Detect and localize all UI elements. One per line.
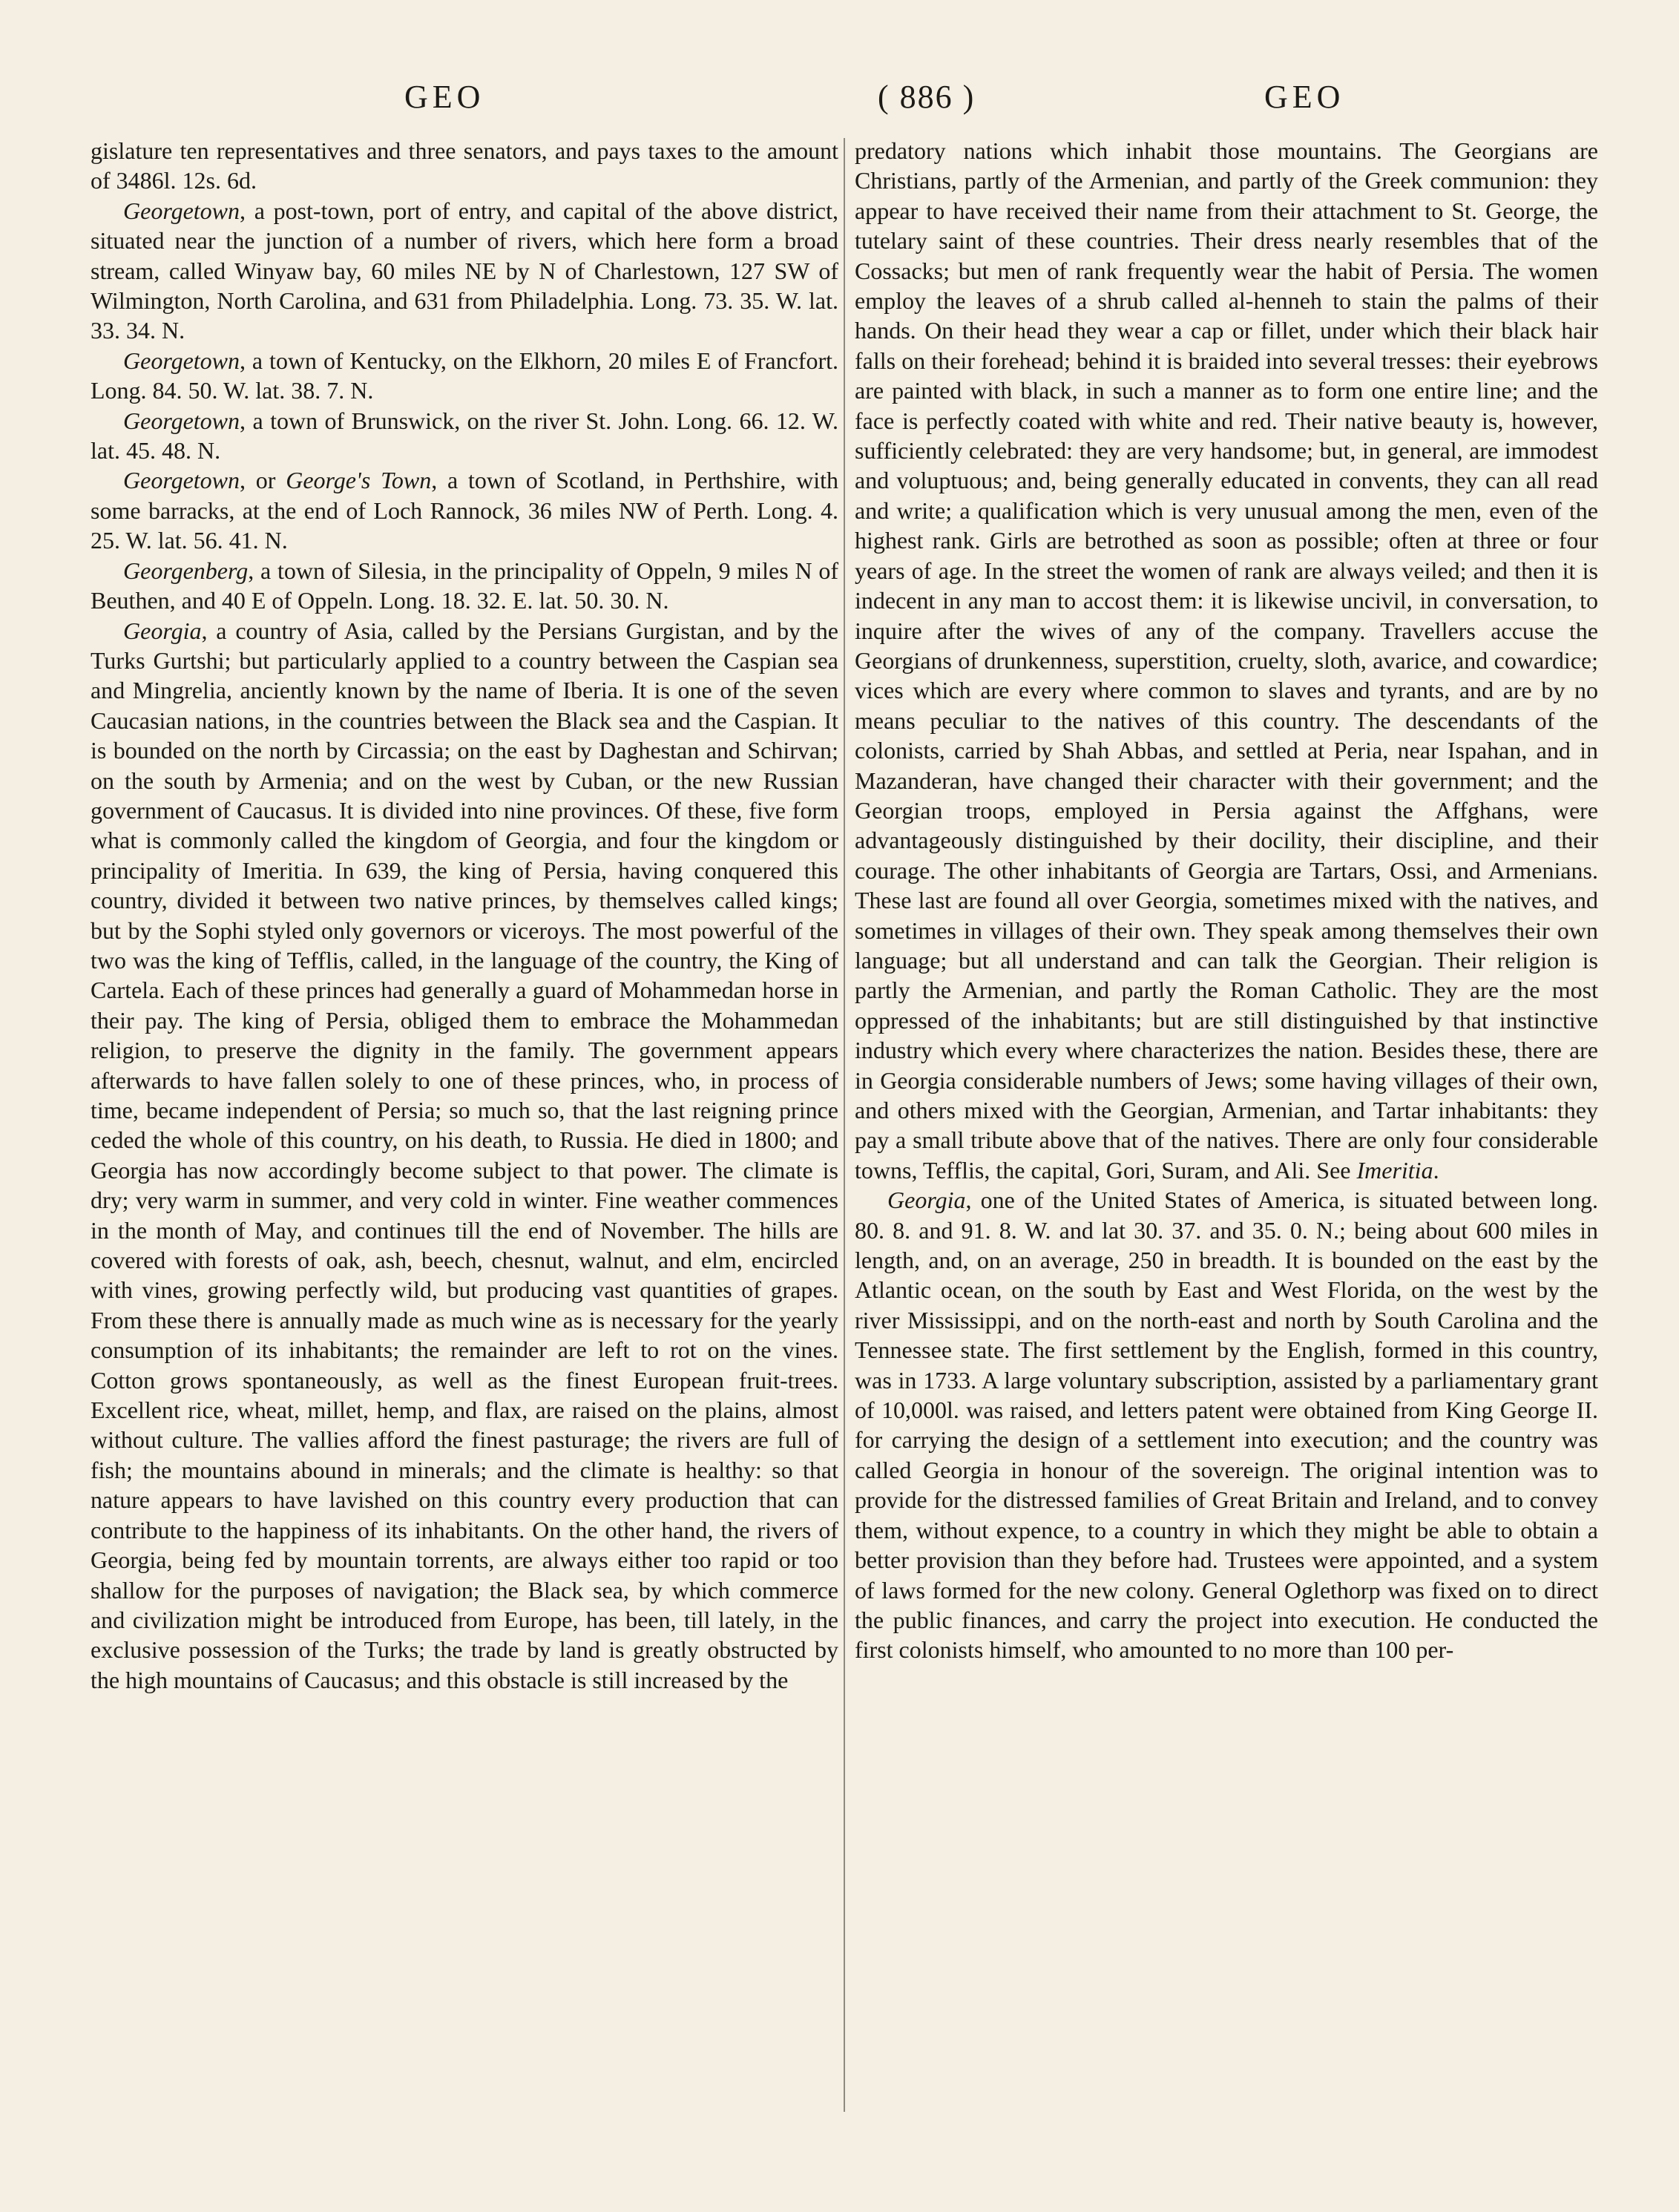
entry-text: , a country of Asia, called by the Persians Gurgistan, and by the Turks Gurtshi; but particularly applied to a country between the Caspian sea and Mingrelia, anciently known by the name of Iberia. It is one of the seven Caucasian nations, in the countries between the Black sea and the Caspian. It is bounded on the north by Circassia; on the east by Daghestan and Schirvan; on the south by Armenia; and on the west by Cuban, or the new Russian government of Caucasus. It is divided into nine provinces. Of these, five form what is commonly called the kingdom of Georgia, and four the kingdom or principality of Imeritia. In 639, the king of Persia, having conquered this country, divided it between two native princes, by themselves called kings; but by the Sophi styled only governors or viceroys. The most powerful of the two was the king of Tefflis, called, in the language of the country, the King of Cartela. Each of these princes had generally a guard of Mohammedan horse in their pay. The king of Persia, obliged them to embrace the Mohammedan religion, to preserve the dignity in the family. The government appears afterwards to have fallen solely to one of these princes, who, in process of time, became independent of Persia; so much so, that the last reigning prince ceded the whole of this country, on his death, to Russia. He died in 1800; and Georgia has now accordingly become subject to that power. The climate is dry; very warm in summer, and very cold in winter. Fine weather commences in the month of May, and continues till the end of November. The hills are covered with forests of oak, ash, beech, chesnut, walnut, and elm, encircled with vines, growing perfectly wild, but producing vast quantities of grapes. From these there is annually made as much wine as is necessary for the yearly consumption of its inhabitants; the remainder are left to rot on the vines. Cotton grows spontaneously, as well as the finest European fruit-trees. Excellent rice, wheat, millet, hemp, and flax, are raised on the plains, almost without culture. The vallies afford the finest pasturage; the rivers are full of fish; the mountains abound in minerals; and the climate is healthy: so that nature appears to have lavished on this country every production that can contribute to the happiness of its inhabitants. On the other hand, the rivers of Georgia, being fed by mountain torrents, are always either too rapid or too shallow for the purposes of navigation; the Black sea, by which commerce and civilization might be introduced from Europe, has been, till lately, in the exclusive possession of the Turks; the trade by land is greatly obstructed by the high mountains of Caucasus; and this obstacle is still increased by the xyxy=(91,617,838,1693)
entry-text: , a post-town, port of entry, and capital of the above district, situated near the junction of a number of rivers, which here form a broad stream, called Winyaw bay, 60 miles NE by N of Charlestown, 127 SW of Wilmington, North Carolina, and 631 from Philadelphia. Long. 73. 35. W. lat. 33. 34. N. xyxy=(91,197,838,344)
entry-headword: Georgetown xyxy=(123,407,240,434)
right-column xyxy=(855,136,1598,1665)
entry-georgetown-sc xyxy=(91,196,838,346)
entry-headword: Georgenberg xyxy=(123,557,249,584)
entry-georgetown-brunswick xyxy=(91,406,838,466)
column-divider xyxy=(844,138,845,2112)
entry-headword: Georgia xyxy=(887,1187,966,1214)
entry-headword: Georgetown xyxy=(123,467,240,494)
entry-headword: Georgetown xyxy=(123,347,240,374)
paragraph-continuation: gislature ten representatives and three senators, and pays taxes to the amount of 3486l. 12s. 6d. xyxy=(91,137,838,194)
entry-georgia-asia xyxy=(91,616,838,1696)
page-number: ( 886 ) xyxy=(878,79,976,115)
entry-text: , a town of Silesia, in the principality of Oppeln, 9 miles N of Beuthen, and 40 E of Oppeln. Long. 18. 32. E. lat. 50. 30. N. xyxy=(91,557,838,614)
running-head-left: GEO xyxy=(404,79,485,115)
running-head xyxy=(89,78,1590,130)
entry-headword-alt: George's Town xyxy=(286,467,432,494)
entry-text: , one of the United States of America, is situated between long. 80. 8. and 91. 8. W. and lat 30. 37. and 35. 0. N.; being about 600 miles in length, and, on an average, 250 in breadth. It is bounded on the east by the Atlantic ocean, on the south by East and West Florida, on the west by the river Mississippi, and on the north-east and north by South Carolina and the Tennessee state. The first settlement by the English, formed in this country, was in 1733. A large voluntary subscription, assisted by a parliamentary grant of 10,000l. was raised, and letters patent were obtained from King George II. for carrying the design of a settlement into execution; and the country was called Georgia in honour of the sovereign. The original intention was to provide for the distressed families of Great Britain and Ireland, and to convey them, without expence, to a country in which they might be able to obtain a better provision than they before had. Trustees were appointed, and a system of laws formed for the new colony. General Oglethorp was fixed on to direct the public finances, and carry the project into execution. He conducted the first colonists himself, who amounted to no more than 100 per- xyxy=(855,1187,1598,1664)
entry-headword: Georgia xyxy=(123,617,202,644)
entry-georgia-us xyxy=(855,1185,1598,1665)
entry-text: , a town of Kentucky, on the Elkhorn, 20 miles E of Francfort. Long. 84. 50. W. lat. 38. 7. N. xyxy=(91,347,838,404)
paragraph-continuation: predatory nations which inhabit those mountains. The Georgians are Christians, partly of the Armenian, and partly of the Greek communion: they appear to have received their name from their attachment to St. George, the tutelary saint of these countries. Their dress nearly resembles that of the Cossacks; but men of rank frequently wear the habit of Persia. The women employ the leaves of a shrub called al-henneh to stain the palms of their hands. On their head they wear a cap or fillet, under which their black hair falls on their forehead; behind it is braided into several tresses: their eyebrows are painted with black, in such a manner as to form one entire line; and the face is perfectly coated with white and red. Their native beauty is, however, sufficiently celebrated: they are very handsome; but, in general, are immodest and voluptuous; and, being generally educated in convents, they can all read and write; a qualification which is very unusual among the men, even of the highest rank. Girls are betrothed as soon as possible; often at three or four years of age. In the street the women of rank are always veiled; and then it is indecent in any man to accost them: it is likewise uncivil, in conversation, to inquire after the wives of any of the company. Travellers accuse the Georgians of drunkenness, superstition, cruelty, sloth, avarice, and cowardice; vices which are every where common to slaves and tyrants, and are by no means peculiar to the natives of this country. The descendants of the colonists, carried by Shah Abbas, and settled at Peria, near Ispahan, and in Mazanderan, have changed their character with their government; and the Georgian troops, employed in Persia against the Affghans, were advantageously distinguished by their docility, their discipline, and their courage. The other inhabitants of Georgia are Tartars, Ossi, and Armenians. These last are found all over Georgia, sometimes mixed with the natives, and sometimes in villages of their own. They speak among themselves their own language; but all understand and can talk the Georgian. Their religion is partly the Armenian, and partly the Roman Catholic. They are the most oppressed of the inhabitants; but are still distinguished by that instinctive industry which every where characterizes the nation. Besides these, there are in Georgia considerable numbers of Jews; some having villages of their own, and others mixed with the Georgian, Armenian, and Tartar inhabitants: they pay a small tribute above that of the natives. There are only four considerable towns, Tefflis, the capital, Gori, Suram, and Ali. See Imeritia. xyxy=(855,137,1598,1184)
entry-text: , a town of Brunswick, on the river St. John. Long. 66. 12. W. lat. 45. 48. N. xyxy=(91,407,838,465)
left-column xyxy=(91,136,838,1695)
running-head-right: GEO xyxy=(1264,79,1345,115)
entry-headword: Georgetown xyxy=(123,197,240,224)
entry-georgenberg xyxy=(91,556,838,616)
entry-georgetown-kentucky xyxy=(91,346,838,406)
cross-reference: Imeritia xyxy=(1356,1156,1433,1184)
entry-georgetown-scotland: Georgetown, or George's Town, a town of Scotland, in Perthshire, with some barracks, at the end of Loch Rannock, 36 miles NW of Perth. Long. 4. 25. W. lat. 56. 41. N. xyxy=(91,467,839,554)
entry-text: , a town of Scotland, in Perthshire, with some barracks, at the end of Loch Rannock, 36 miles NW of Perth. Long. 4. 25. W. lat. 56. 41. N. xyxy=(91,467,839,554)
